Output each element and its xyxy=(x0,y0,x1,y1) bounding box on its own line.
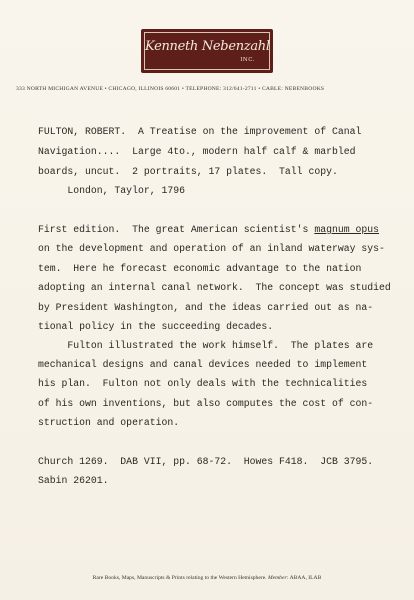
footer-member-label: Member: xyxy=(268,575,289,581)
description-line-6: tional policy in the succeeding decades. xyxy=(38,321,274,332)
illustration-line-5: struction and operation. xyxy=(38,417,180,428)
illustration-line-4: of his own inventions, but also computes the cost of con- xyxy=(38,398,374,409)
description-line-1 xyxy=(38,224,379,235)
entry-line-4: London, Taylor, 1796 xyxy=(38,185,185,196)
footer-text: Rare Books, Maps, Manuscripts & Prints relating to the Western Hemisphere. xyxy=(92,575,267,581)
references-line-2: Sabin 26201. xyxy=(38,475,109,486)
illustration-line-1: Fulton illustrated the work himself. The plates are xyxy=(38,340,374,351)
letterhead-address: 333 NORTH MICHIGAN AVENUE • CHICAGO, ILLINOIS 60601 • TELEPHONE: 312/641-2711 • CABLE: NEBENBOOKS xyxy=(16,86,325,92)
letterhead-footer xyxy=(0,575,414,581)
company-logo xyxy=(141,29,273,73)
description-line-5: by President Washington, and the ideas carried out as na- xyxy=(38,302,374,313)
description-line-4: adopting an internal canal network. The concept was studied xyxy=(38,282,391,293)
magnum-opus-underlined: magnum opus xyxy=(314,224,379,235)
logo-inc: INC. xyxy=(240,57,255,63)
entry-line-3: boards, uncut. 2 portraits, 17 plates. Tall copy. xyxy=(38,166,338,177)
description-line-2: on the development and operation of an inland waterway sys- xyxy=(38,243,385,254)
description-line-3: tem. Here he forecast economic advantage to the nation xyxy=(38,263,362,274)
description-line-1-text: First edition. The great American scientist's xyxy=(38,224,315,235)
entry-line-2: Navigation.... Large 4to., modern half calf & marbled xyxy=(38,146,356,157)
illustration-line-2: mechanical designs and canal devices needed to implement xyxy=(38,359,368,370)
entry-line-1: FULTON, ROBERT. A Treatise on the improvement of Canal xyxy=(38,126,362,137)
logo-frame xyxy=(144,32,270,70)
logo-name: Kenneth Nebenzahl xyxy=(145,39,270,54)
references-line-1: Church 1269. DAB VII, pp. 68-72. Howes F418. JCB 3795. xyxy=(38,456,374,467)
footer-member-orgs: ABAA, ILAB xyxy=(289,575,322,581)
illustration-line-3: his plan. Fulton not only deals with the technicalities xyxy=(38,378,368,389)
